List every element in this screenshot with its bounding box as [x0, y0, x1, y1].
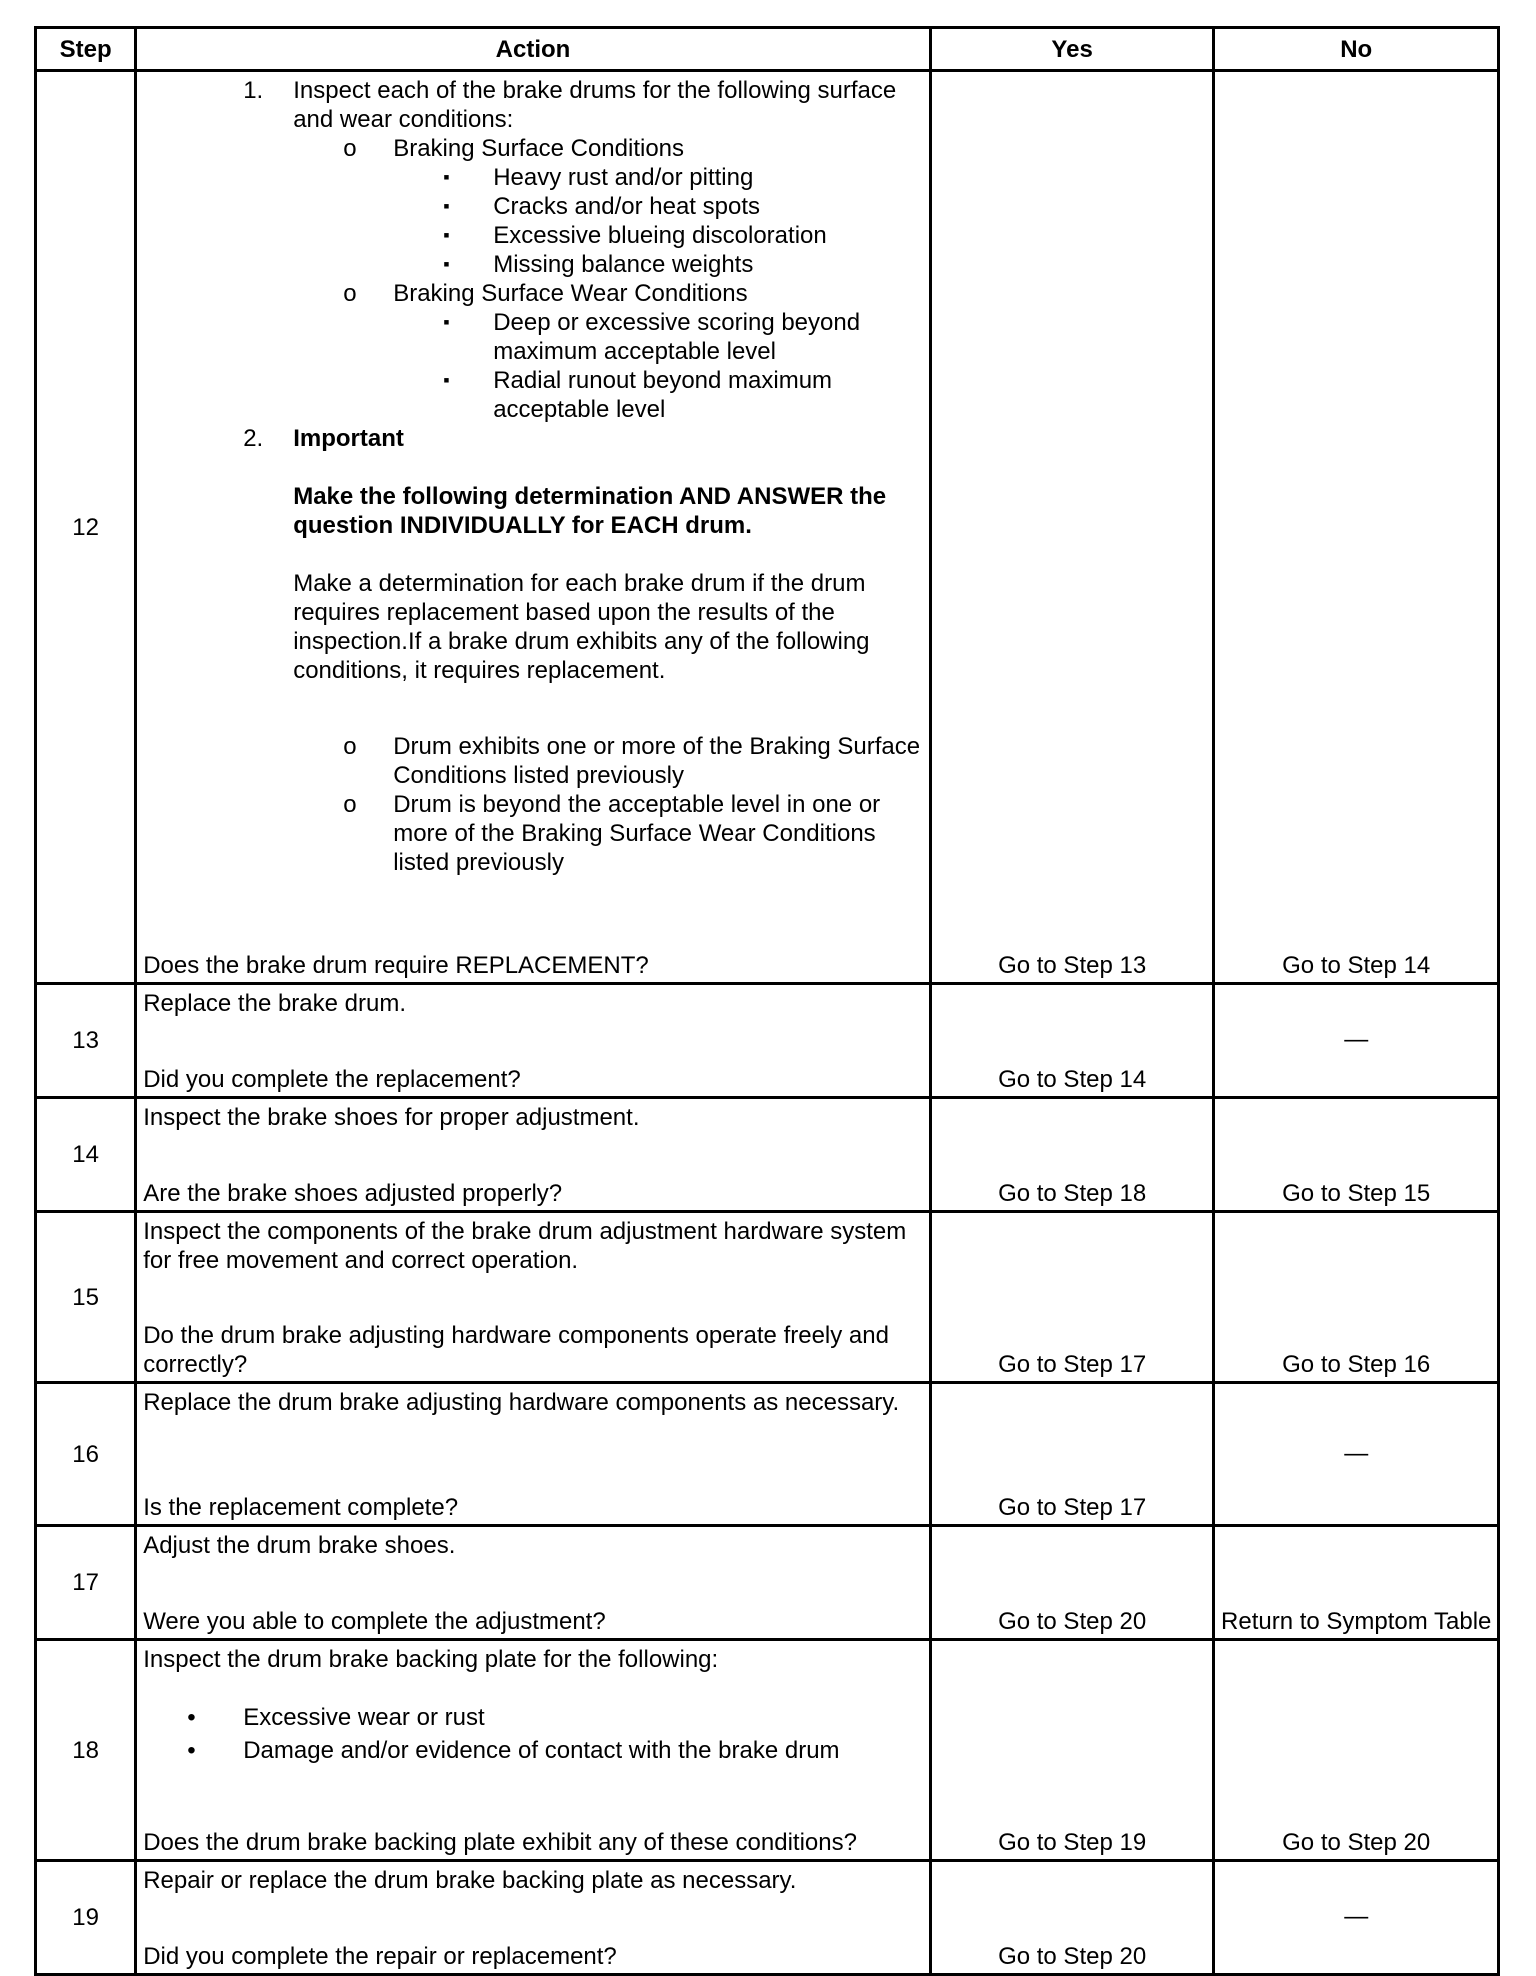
- table-row-step-17: [36, 1526, 1499, 1640]
- step-number: 14: [36, 1098, 136, 1212]
- action-text: Replace the drum brake adjusting hardware components as necessary.: [143, 1389, 900, 1416]
- step-number: 12: [36, 71, 136, 984]
- action-text: Replace the brake drum.: [143, 990, 407, 1017]
- yes-cell: Go to Step 14: [930, 984, 1214, 1098]
- yes-cell: Go to Step 17: [930, 1383, 1214, 1526]
- no-cell: —: [1214, 984, 1499, 1098]
- no-cell: Go to Step 15: [1214, 1098, 1499, 1212]
- list-text: Braking Surface Conditions: [393, 135, 685, 162]
- table-row-step-12: [36, 71, 1499, 984]
- important-text: Make the following determination AND ANSWER the question INDIVIDUALLY for EACH drum.: [293, 483, 887, 539]
- important-note: [143, 482, 923, 540]
- no-cell: Go to Step 20: [1214, 1640, 1499, 1861]
- list-number: 1.: [243, 77, 264, 104]
- square-bullet-icon: ▪: [443, 196, 450, 216]
- circle-bullet-icon: o: [343, 733, 357, 760]
- table-row-step-16: [36, 1383, 1499, 1526]
- list-text: Drum is beyond the acceptable level in one or more of the Braking Surface Wear Conditions listed previously: [393, 791, 881, 876]
- action-cell: [136, 1212, 931, 1383]
- table-row-step-19: [36, 1861, 1499, 1975]
- action-text: Inspect the drum brake backing plate for the following:: [143, 1646, 719, 1673]
- list-item: [143, 192, 923, 221]
- list-text: Deep or excessive scoring beyond maximum acceptable level: [493, 309, 861, 365]
- step-number: 17: [36, 1526, 136, 1640]
- header-yes: Yes: [930, 28, 1214, 71]
- question-text: Were you able to complete the adjustment?: [143, 1608, 606, 1635]
- bullet-icon: •: [187, 1704, 196, 1731]
- list-item: [143, 134, 923, 163]
- circle-bullet-icon: o: [343, 791, 357, 818]
- action-text: Inspect the brake shoes for proper adjustment.: [143, 1104, 640, 1131]
- question-text: Does the drum brake backing plate exhibit any of these conditions?: [143, 1829, 857, 1856]
- no-cell: Go to Step 14: [1214, 71, 1499, 984]
- square-bullet-icon: ▪: [443, 167, 450, 187]
- list-item: [143, 1736, 923, 1765]
- question-text: Did you complete the replacement?: [143, 1066, 521, 1093]
- step-number: 16: [36, 1383, 136, 1526]
- action-cell: [136, 1383, 931, 1526]
- action-text: Inspect the components of the brake drum adjustment hardware system for free movement and correct operation.: [143, 1218, 907, 1274]
- list-text: Radial runout beyond maximum acceptable level: [493, 367, 833, 423]
- question-text: Do the drum brake adjusting hardware components operate freely and correctly?: [143, 1322, 889, 1378]
- action-cell: [136, 71, 931, 984]
- action-text: Repair or replace the drum brake backing plate as necessary.: [143, 1867, 797, 1894]
- yes-cell: Go to Step 20: [930, 1526, 1214, 1640]
- list-text: Drum exhibits one or more of the Braking Surface Conditions listed previously: [393, 733, 921, 789]
- no-cell: —: [1214, 1383, 1499, 1526]
- paragraph-text: Make a determination for each brake drum if the drum requires replacement based upon the results of the inspection.If a brake drum exhibits any of the following conditions, it requires replacement.: [293, 570, 870, 684]
- circle-bullet-icon: o: [343, 280, 357, 307]
- list-text: Braking Surface Wear Conditions: [393, 280, 748, 307]
- list-text: Heavy rust and/or pitting: [493, 164, 754, 191]
- yes-cell: Go to Step 19: [930, 1640, 1214, 1861]
- bullet-icon: •: [187, 1737, 196, 1764]
- list-text: Excessive wear or rust: [243, 1704, 485, 1731]
- action-cell: [136, 1640, 931, 1861]
- header-no: No: [1214, 28, 1499, 71]
- yes-cell: Go to Step 18: [930, 1098, 1214, 1212]
- action-text: Adjust the drum brake shoes.: [143, 1532, 456, 1559]
- question-text: Did you complete the repair or replacement?: [143, 1943, 617, 1970]
- list-text: Missing balance weights: [493, 251, 754, 278]
- list-item: [143, 424, 923, 453]
- header-action: Action: [136, 28, 931, 71]
- list-item: [143, 790, 923, 877]
- important-label: Important: [293, 425, 404, 452]
- step-number: 18: [36, 1640, 136, 1861]
- list-item: [143, 250, 923, 279]
- action-cell: [136, 984, 931, 1098]
- no-cell: Go to Step 16: [1214, 1212, 1499, 1383]
- yes-cell: Go to Step 17: [930, 1212, 1214, 1383]
- step-number: 19: [36, 1861, 136, 1975]
- yes-cell: Go to Step 13: [930, 71, 1214, 984]
- question-text: Does the brake drum require REPLACEMENT?: [143, 952, 649, 979]
- square-bullet-icon: ▪: [443, 370, 450, 390]
- square-bullet-icon: ▪: [443, 312, 450, 332]
- question-text: Is the replacement complete?: [143, 1494, 459, 1521]
- action-cell: [136, 1098, 931, 1212]
- list-item: [143, 366, 923, 424]
- circle-bullet-icon: o: [343, 135, 357, 162]
- action-cell: [136, 1861, 931, 1975]
- list-number: 2.: [243, 425, 264, 452]
- list-text: Inspect each of the brake drums for the following surface and wear conditions:: [293, 77, 897, 133]
- table-row-step-14: [36, 1098, 1499, 1212]
- question-text: Are the brake shoes adjusted properly?: [143, 1180, 563, 1207]
- square-bullet-icon: ▪: [443, 254, 450, 274]
- yes-cell: Go to Step 20: [930, 1861, 1214, 1975]
- header-step: Step: [36, 28, 136, 71]
- table-row-step-18: [36, 1640, 1499, 1861]
- list-text: Damage and/or evidence of contact with the brake drum: [243, 1737, 840, 1764]
- list-item: [143, 1703, 923, 1732]
- no-cell: Return to Symptom Table: [1214, 1526, 1499, 1640]
- list-item: [143, 308, 923, 366]
- no-cell: —: [1214, 1861, 1499, 1975]
- list-item: [143, 163, 923, 192]
- list-item: [143, 221, 923, 250]
- step-number: 13: [36, 984, 136, 1098]
- diagnostic-table: [34, 26, 1500, 1976]
- list-item: [143, 279, 923, 308]
- list-item: [143, 732, 923, 790]
- list-text: Excessive blueing discoloration: [493, 222, 827, 249]
- determination-paragraph: [143, 569, 923, 685]
- list-text: Cracks and/or heat spots: [493, 193, 761, 220]
- square-bullet-icon: ▪: [443, 225, 450, 245]
- table-row-step-13: [36, 984, 1499, 1098]
- list-item: [143, 76, 923, 134]
- step-number: 15: [36, 1212, 136, 1383]
- action-cell: [136, 1526, 931, 1640]
- header-row: [36, 28, 1499, 71]
- table-row-step-15: [36, 1212, 1499, 1383]
